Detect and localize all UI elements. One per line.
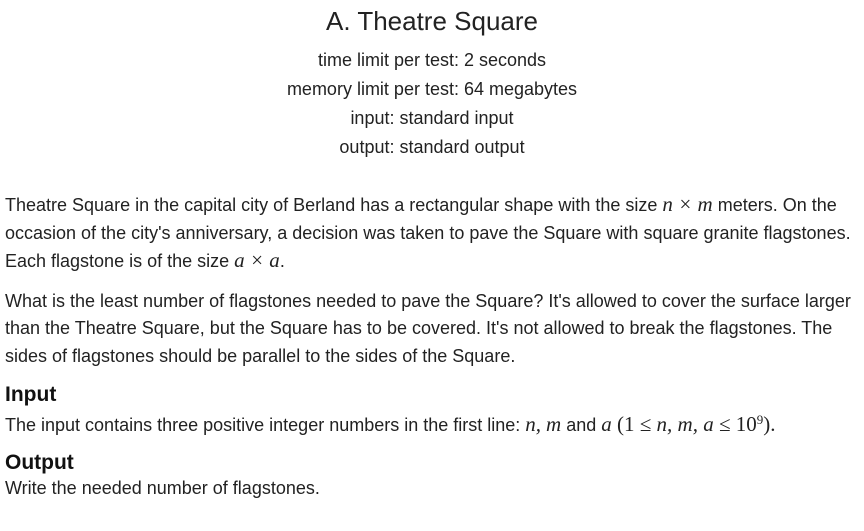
math-n-times-m: n × m: [662, 192, 713, 216]
input-description: [5, 407, 860, 438]
input-text: The input contains three positive integer numbers in the first line:: [5, 415, 526, 435]
math-var-m: m: [546, 412, 562, 436]
problem-header: [0, 6, 864, 162]
output-spec: output: standard output: [339, 137, 525, 157]
statement-text: Theatre Square in the capital city of Berland has a rectangular shape with the size: [5, 195, 663, 215]
math-a-times-a: a × a: [234, 248, 280, 272]
statement-paragraph-1: [5, 191, 860, 276]
input-and: and: [561, 415, 602, 435]
problem-title: A. Theatre Square: [326, 6, 538, 36]
constraint-open: (1 ≤: [611, 412, 657, 436]
constraint-vars: n, m, a: [656, 412, 714, 436]
constraint-le: ≤ 10: [713, 412, 757, 436]
output-heading: Output: [5, 451, 74, 474]
output-description: Write the needed number of flagstones.: [5, 478, 320, 498]
math-var-a: a: [601, 412, 612, 436]
statement-text: .: [279, 251, 285, 271]
time-limit: time limit per test: 2 seconds: [317, 50, 547, 70]
input-spec: input: standard input: [350, 108, 514, 128]
constraint-close: ).: [763, 412, 776, 436]
memory-limit: memory limit per test: 64 megabytes: [286, 79, 578, 99]
problem-statement: [5, 191, 860, 513]
math-var-n: n,: [525, 412, 542, 436]
statement-text: meters. On the occasion of the city's anniversary, a decision was taken to pave the Square with square granite flagstones. Each flagstone is of the size: [5, 195, 851, 271]
constraint-exponent: 9: [756, 412, 764, 427]
input-heading: Input: [5, 383, 57, 406]
statement-paragraph-2: What is the least number of flagstones needed to pave the Square? It's allowed to cover the surface larger than the Theatre Square, but the Square has to be covered. It's not allowed to break the flagstones. The sides of flagstones should be parallel to the sides of the Square.: [5, 290, 851, 366]
